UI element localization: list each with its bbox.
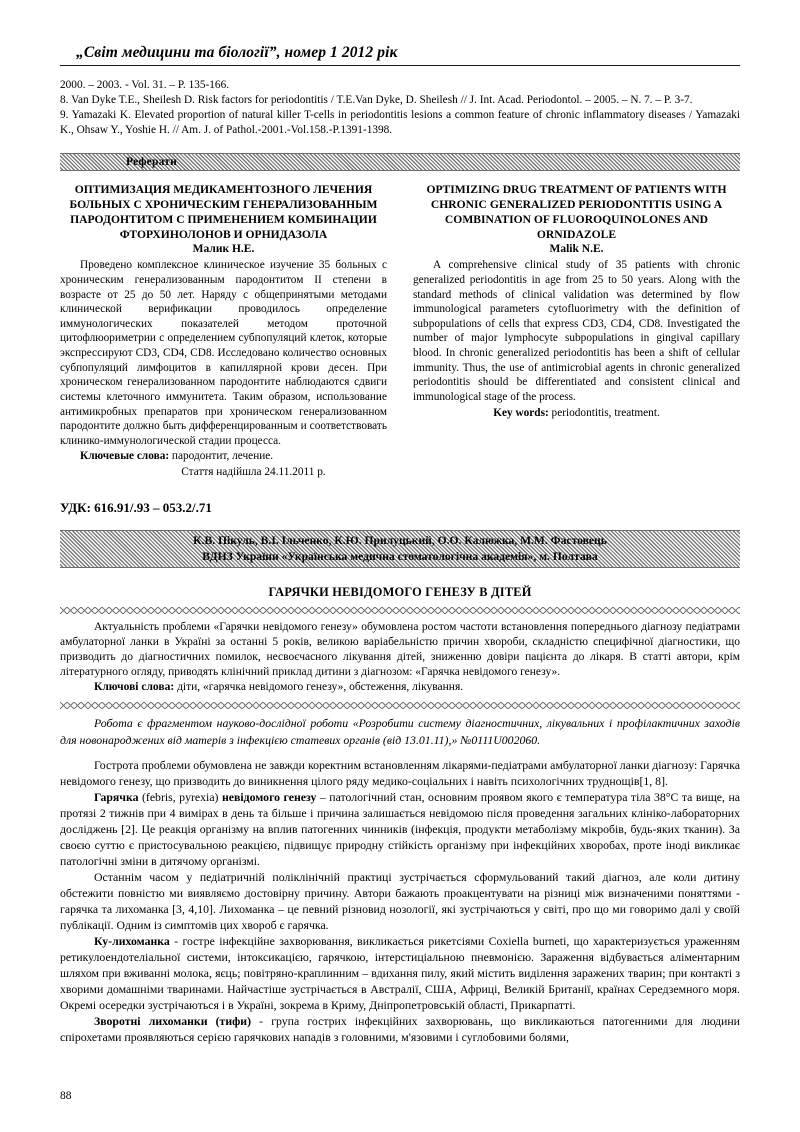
paragraph-text-mid: (febris, pyrexia) (138, 789, 222, 804)
abstract-body-ru: Проведено комплексное клиническое изучение 35 больных с хроническим генерализованным пародонтитом II степени в возрасте от 25 до 50 лет. Наряду с общепринятыми методами клинической верификации проводилось определение иммунологических показателей методом проточной цитофлюориметрии с определением субпопуляций клеток, которые экспрессируют CD3, CD4, CD8. Исследовано количество основных субпопуляций лимфоцитов в капиллярной крови десен. При хроническом генерализованном пародонтите наблюдаются сдвиги системы клеточного иммунитета. Таким образом, использование антимикробных препаратов при хроническом генерализованном пародонтите должно быть дифференцированным и соответствовать клинико-иммунологической стадии процесса. (60, 259, 387, 447)
abstract-title-en: OPTIMIZING DRUG TREATMENT OF PATIENTS WITH CHRONIC GENERALIZED PERIODONTITIS USING A COMBINATION OF FLUOROQUINOLONES AND ORNIDAZOLE (426, 183, 727, 242)
reference-line: 8. Van Dyke T.E., Sheilesh D. Risk factors for periodontitis / T.E.Van Dyke, D. Sheilesh // J. Int. Acad. Periodontol. – 2005. – N. 7. – P. 3-7. (60, 94, 693, 107)
zigzag-divider-top (60, 607, 740, 614)
keywords-label-en: Key words: (493, 406, 549, 419)
paragraph-text: - гостре інфекційне захворювання, викликається рикетсіями Coxiella burneti, що характеризується ураженням ретикулоендотеліальної системи, інтоксикацією, гарячкою, інтерстиціальною пневмонією. Зараження відбувається аліментарним шляхом при вживанні молока, яєць; повітряно-краплинним – вдихання пилу, який містить виділення заражених тварин; при контакті з хворими домашніми тваринами. Найчастіше зустрічається в Австралії, США, Африці, Великій Британії, країнах Середземного моря. Окремі осередки зустрічаються і в Україні, зокрема в Криму, Дніпропетровській області, Прикарпатті. (60, 934, 740, 1013)
paragraph-text: - група гострих інфекційних захворювань, що викликаються патогенними для людини спірохетами проявляються серією гарячкових нападів з головними, м'язовими і суглобовими болями, (60, 1014, 740, 1045)
article-title: ГАРЯЧКИ НЕВІДОМОГО ГЕНЕЗУ В ДІТЕЙ (268, 585, 532, 600)
body-paragraph (60, 933, 740, 1013)
abstract-keywords-en (413, 406, 740, 421)
paragraph-lead-term: Ку-лихоманка (94, 934, 170, 949)
abstract-author-en: Malik N.E. (549, 243, 604, 256)
body-paragraph (60, 869, 740, 933)
article-authors: К.В. Пікуль, В.І. Ільченко, К.Ю. Прилуцький, О.О. Калюжка, М.М. Фастовець (193, 534, 607, 548)
running-head: „Світ медицини та біології”, номер 1 2012 рік (76, 44, 398, 61)
abstract-author-ru: Малик Н.Е. (192, 243, 255, 256)
reference-line: 9. Yamazaki K. Elevated proportion of natural killer T-cells in periodontitis lesions a common feature of chronic inflammatory diseases / Yamazaki K., Ohsaw Y., Yoshie H. // Am. J. of Pathol.-2001.-Vol.158.-P.1391-1398. (60, 109, 740, 137)
abstract-keywords-ru (60, 449, 387, 464)
page-number: 88 (60, 1090, 72, 1102)
abstract-column-en (413, 182, 740, 478)
keywords-value-en: periodontitis, treatment. (548, 406, 660, 419)
article-affiliation: ВДНЗ України «Українська медична стоматологічна академія», м. Полтава (202, 549, 598, 563)
references-tail (60, 78, 740, 138)
abstract-columns (60, 182, 740, 478)
article-keywords (60, 680, 740, 695)
paragraph-lead-term-2: невідомого генезу (221, 789, 317, 804)
keywords-value-ru: пародонтит, лечение. (169, 450, 274, 463)
body-paragraph (60, 789, 740, 869)
udk-code: УДК: 616.91/.93 – 053.2/.71 (60, 500, 212, 516)
abstracts-section-label: Реферати (126, 156, 177, 169)
abstract-column-ru (60, 182, 387, 478)
article-keywords-label: Ключові слова: (94, 681, 175, 694)
paragraph-lead-term: Зворотні лихоманки (тифи) (94, 1014, 252, 1029)
abstract-title-ru: ОПТИМИЗАЦИЯ МЕДИКАМЕНТОЗНОГО ЛЕЧЕНИЯ БОЛЬНЫХ С ХРОНИЧЕСКИМ ГЕНЕРАЛИЗОВАННЫМ ПАРОДОНТИТОМ С ПРИМЕНЕНИЕМ КОМБИНАЦИИ ФТОРХИНОЛОНОВ И ОРНИДАЗОЛА (69, 183, 378, 242)
body-paragraph (60, 1013, 740, 1045)
article-abstract: Актуальність проблеми «Гарячки невідомого генезу» обумовлена ростом частоти встановлення попереднього діагнозу педіатрами амбулаторної ланки в Україні за останні 5 років, великою варіабельністю причин хвороби, складністю специфічної діагностики, що призводить до діагностичних помилок, несвоєчасного лікування дітей, зниженню довіри пацієнта до лікаря. В статті автори, крім літературного огляду, приводять клінічний приклад дитини з діагнозом: «Гарячка невідомого генезу». (60, 621, 740, 679)
keywords-label-ru: Ключевые слова: (80, 450, 170, 463)
article-keywords-value: діти, «гарячка невідомого генезу», обстеження, лікування. (174, 681, 464, 694)
body-paragraph (60, 757, 740, 789)
reference-line: 2000. – 2003. - Vol. 31. – P. 135-166. (60, 79, 230, 91)
article-authors-banner (60, 530, 740, 568)
paragraph-text: Гострота проблеми обумовлена не завжди коректним встановленням лікарями-педіатрами амбулаторної ланки діагнозу: Гарячка невідомого генезу, що призводить до виникнення цілого ряду медико-соціальних і навіть психологічних труднощів[1, 8]. (60, 757, 740, 788)
paragraph-lead-term: Гарячка (94, 789, 139, 804)
paragraph-text: – патологічний стан, основним проявом якого є температура тіла 38°С та вище, на протязі 2 тижнів при 4 вимірах в день та більше і причина залишається невідомою після проведення загальних клініко-лабораторних досліджень [2]. Це реакція організму на вплив патогенних чинників (інфекція, продукти метаболізму мікробів, будь-яких тканин). За своєю суттю є пристосувальною реакцією, підвищує природну стійкість організму при інфекційних хворобах, проте іноді викликає патологічні зміни в дитячому організмі. (60, 789, 741, 869)
paragraph-text: Останнім часом у педіатричній поліклінічній практиці зустрічається сформульований такий діагноз, але коли дитину обстежити повністю ми виявляємо достовірну причину. Автори бажають проакцентувати на різниці між визначеними поняттями - гарячка та лихоманка [3, 4,10]. Лихоманка – це певний різновид нозології, які зустрічаються у світі, про що ми говоримо далі у своїй публікації. Одним із симптомів цих хвороб є гарячка. (60, 870, 740, 933)
abstracts-section-banner (60, 153, 740, 171)
running-head-rule (60, 65, 740, 66)
abstract-body-en: A comprehensive clinical study of 35 patients with chronic generalized periodontitis in age from 25 to 50 years. Along with the standard methods of clinical validation was determined by flow immunological parameters cytofluorimetry with the definition of subpopulations of cells that express CD3, CD4, CD8. Investigated the number of major lymphocyte subpopulations in gingival capillary blood. In chronic generalized periodontitis has been a shift of cellular immunity. Thus, the use of antimicrobial agents in chronic generalized periodontitis should be differentiated and consistent clinical and immunological stage of the process. (413, 259, 740, 403)
research-fragment-note: Робота є фрагментом науково-дослідної роботи «Розробити систему діагностичних, лікувальних і профілактичних заходів для новонароджених від матерів з інфекцією статевих органів (від 13.01.11),» №0111U002060. (60, 716, 740, 747)
zigzag-divider-bottom (60, 702, 740, 709)
received-date: Стаття надійшла 24.11.2011 р. (181, 466, 326, 479)
